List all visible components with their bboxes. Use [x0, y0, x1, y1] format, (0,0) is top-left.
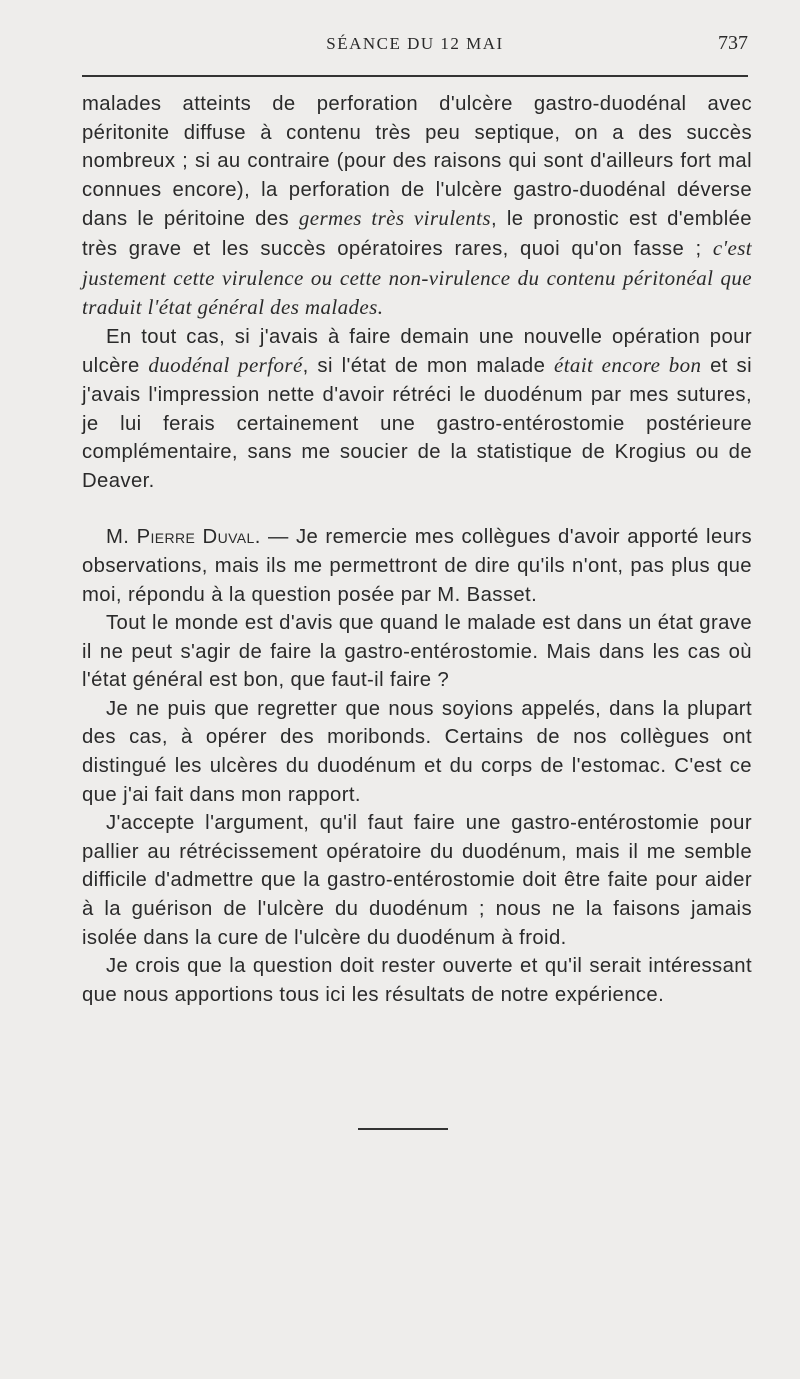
italic-run: était encore bon: [553, 353, 702, 378]
paragraph: Tout le monde est d'avis que quand le malade est dans un état grave il ne peut s'agir de faire la gastro-entérostomie. Mais dans les cas où l'état général est bon, que faut-il faire ?: [82, 612, 752, 692]
italic-run: duodénal perforé: [148, 353, 303, 378]
paragraph-continued: [82, 90, 752, 323]
italic-run: germes très virulents: [298, 206, 491, 231]
paragraph: J'accepte l'argument, qu'il faut faire une gastro-entérostomie pour pallier au rétrécissement opératoire du duodénum, mais il me semble difficile d'admettre que la gastro-entérostomie doit être faite pour aider à la guérison de l'ulcère du duodénum ; nous ne la faisons jamais isolée dans la cure de l'ulcère du duodénum à froid.: [82, 812, 752, 949]
text-run: malades atteints de perforation d'ulcère gastro-duodénal avec péritonite diffuse à contenu très peu septique, on a des succès nombreux ; si au contraire (pour des raisons qui sont d'ailleurs fort mal connues encore), la perforation de l'ulcère gastro-duodénal déverse dans le péritoine des: [82, 93, 752, 231]
text-run: , le pronostic est d'emblée très grave et les succès opératoires rares, quoi qu'on fasse ;: [82, 208, 752, 260]
speaker-name: M. Pierre Duval.: [106, 526, 261, 549]
paragraph: [82, 323, 752, 496]
paragraph: Je crois que la question doit rester ouverte et qu'il serait intéressant que nous apportions tous ici les résultats de notre expérience.: [82, 955, 752, 1006]
running-title: SÉANCE DU 12 MAI: [326, 34, 504, 53]
page-number: 737: [718, 32, 748, 54]
italic-run: c'est justement cette virulence ou cette non-virulence du contenu péritonéal que traduit l'état général des malades.: [82, 235, 752, 320]
text-run: — Je remercie mes collègues d'avoir apporté leurs observations, mais ils me permettront de dire qu'ils n'ont, pas plus que moi, répondu à la question posée par M. Basset.: [82, 526, 753, 606]
text-run: et si j'avais l'impression nette d'avoir rétréci le duodénum par mes sutures, je lui ferais certainement une gastro-entérostomie postérieure complémentaire, sans me soucier de la statistique de Krogius ou de Deaver.: [82, 355, 752, 492]
paragraph: [82, 523, 752, 609]
body-text: [82, 90, 752, 1009]
text-run: En tout cas, si j'avais à faire demain une nouvelle opération pour ulcère: [82, 325, 752, 378]
text-run: , si l'état de mon malade: [302, 355, 554, 378]
end-rule: [358, 1128, 448, 1130]
header-rule: [82, 75, 748, 77]
page-header: [82, 34, 748, 64]
paragraph: Je ne puis que regretter que nous soyions appelés, dans la plupart des cas, à opérer des moribonds. Certains de nos collègues ont distingué les ulcères du duodénum et du corps de l'estomac. C'est ce que j'ai fait dans mon rapport.: [82, 697, 752, 806]
